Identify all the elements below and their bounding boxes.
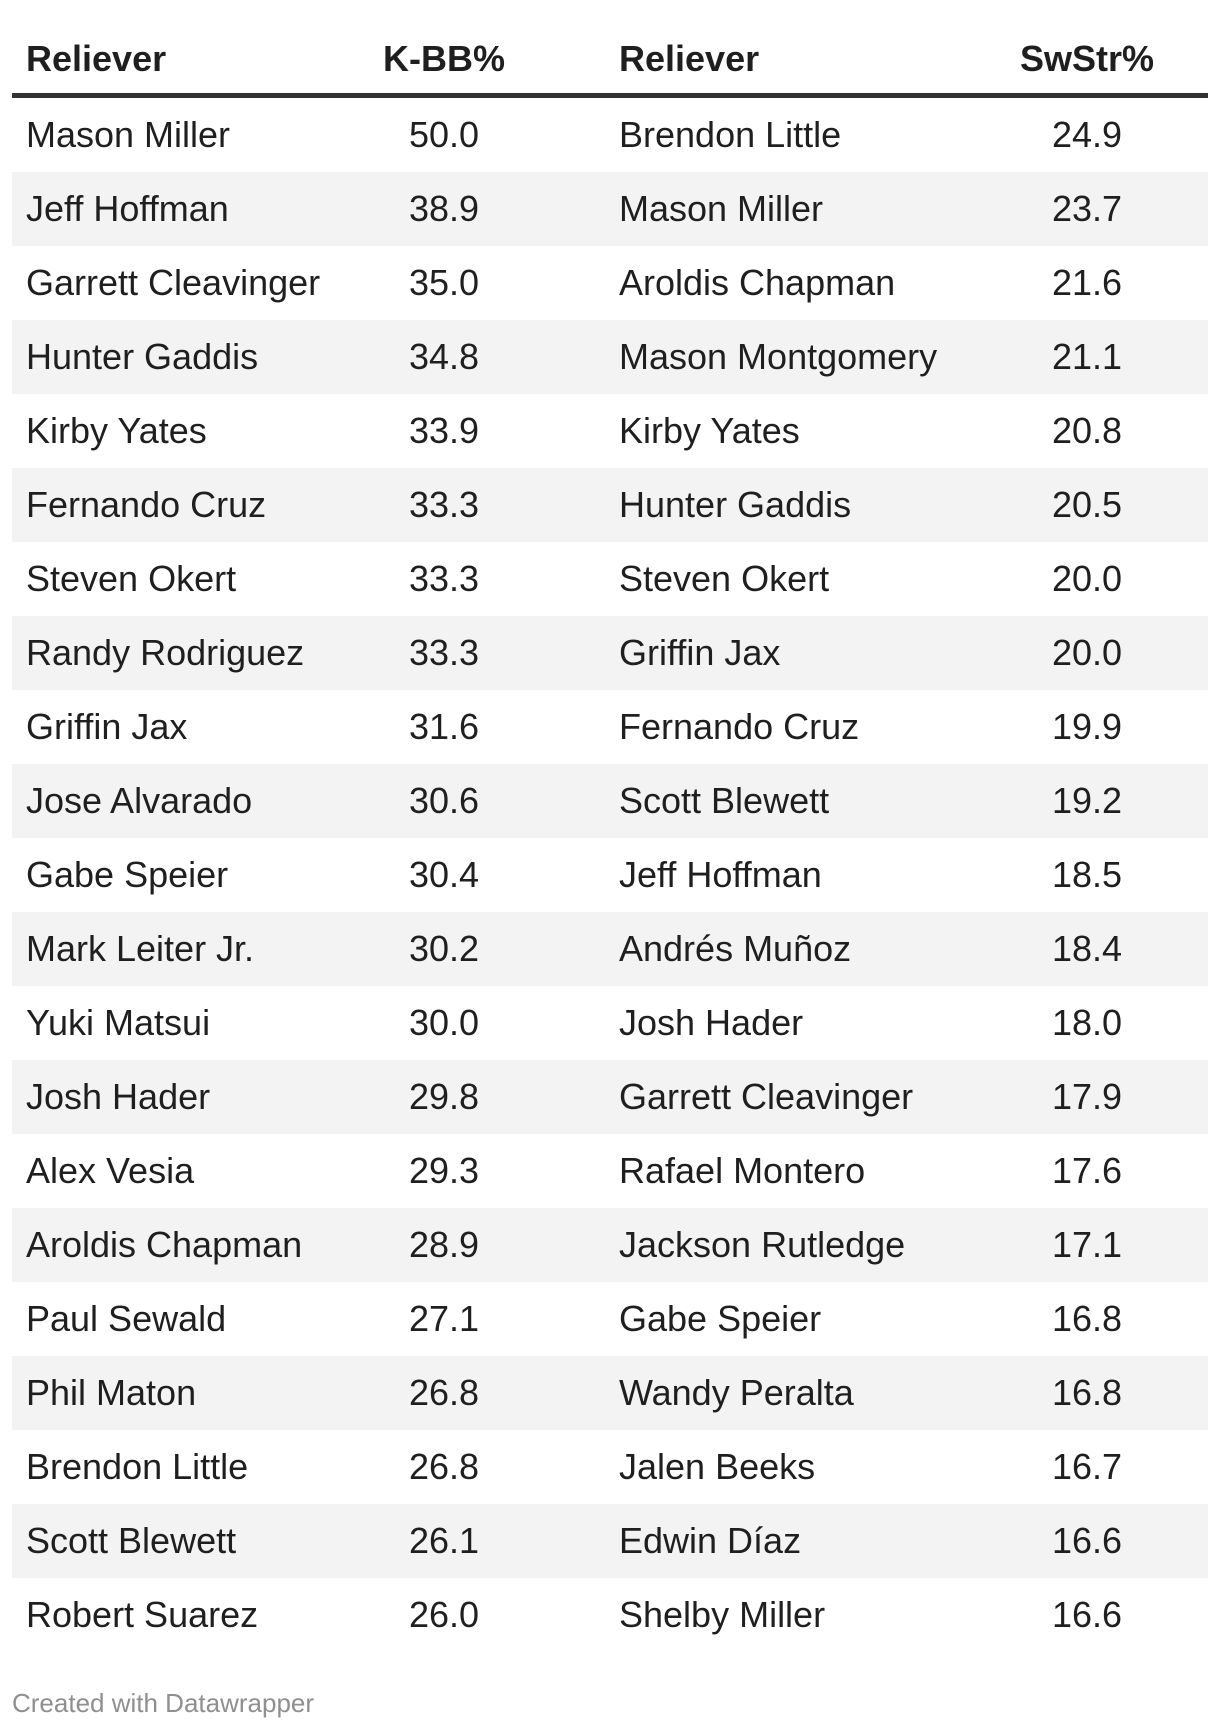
table-row (12, 542, 1208, 616)
reliever-name-cell: Brendon Little (26, 1446, 249, 1488)
kbb-value-cell: 26.8 (408, 1372, 480, 1414)
kbb-value-cell: 33.3 (408, 632, 480, 674)
table-row (12, 1356, 1208, 1430)
reliever-name-cell: Mason Miller (619, 188, 824, 230)
table-row (12, 764, 1208, 838)
swstr-value-cell: 19.9 (1051, 706, 1123, 748)
swstr-value-cell: 17.6 (1051, 1150, 1123, 1192)
reliever-name-cell: Hunter Gaddis (26, 336, 259, 378)
table-row (12, 1208, 1208, 1282)
table-row (12, 1430, 1208, 1504)
reliever-name-cell: Jackson Rutledge (619, 1224, 906, 1266)
reliever-name-cell: Phil Maton (26, 1372, 197, 1414)
reliever-name-cell: Yuki Matsui (26, 1002, 211, 1044)
table-row (12, 320, 1208, 394)
reliever-name-cell: Garrett Cleavinger (619, 1076, 914, 1118)
reliever-name-cell: Garrett Cleavinger (26, 262, 321, 304)
reliever-name-cell: Fernando Cruz (619, 706, 860, 748)
table-row (12, 468, 1208, 542)
swstr-value-cell: 21.1 (1051, 336, 1123, 378)
kbb-value-cell: 50.0 (408, 114, 480, 156)
table-row (12, 246, 1208, 320)
reliever-name-cell: Paul Sewald (26, 1298, 227, 1340)
swstr-value-cell: 20.0 (1051, 632, 1123, 674)
kbb-value-cell: 30.0 (408, 1002, 480, 1044)
kbb-value-cell: 26.8 (408, 1446, 480, 1488)
reliever-name-cell: Wandy Peralta (619, 1372, 854, 1414)
kbb-value-cell: 33.3 (408, 558, 480, 600)
reliever-name-cell: Mason Miller (26, 114, 231, 156)
table-row (12, 98, 1208, 172)
column-header-kbb: K-BB% (383, 37, 505, 79)
table-body (12, 98, 1208, 1652)
reliever-name-cell: Hunter Gaddis (619, 484, 852, 526)
reliever-name-cell: Jose Alvarado (26, 780, 253, 822)
table-header-row (12, 0, 1208, 98)
reliever-name-cell: Alex Vesia (26, 1150, 195, 1192)
reliever-name-cell: Steven Okert (26, 558, 237, 600)
reliever-name-cell: Shelby Miller (619, 1594, 826, 1636)
swstr-value-cell: 16.8 (1051, 1298, 1123, 1340)
kbb-value-cell: 26.1 (408, 1520, 480, 1562)
reliever-name-cell: Jeff Hoffman (619, 854, 822, 896)
kbb-value-cell: 29.3 (408, 1150, 480, 1192)
table-row (12, 986, 1208, 1060)
reliever-name-cell: Scott Blewett (26, 1520, 237, 1562)
kbb-value-cell: 34.8 (408, 336, 480, 378)
reliever-name-cell: Brendon Little (619, 114, 842, 156)
swstr-value-cell: 20.8 (1051, 410, 1123, 452)
column-header-reliever-right: Reliever (619, 37, 760, 79)
kbb-value-cell: 26.0 (408, 1594, 480, 1636)
swstr-value-cell: 16.7 (1051, 1446, 1123, 1488)
table-row (12, 394, 1208, 468)
reliever-name-cell: Robert Suarez (26, 1594, 259, 1636)
reliever-name-cell: Kirby Yates (619, 410, 800, 452)
kbb-value-cell: 33.9 (408, 410, 480, 452)
swstr-value-cell: 24.9 (1051, 114, 1123, 156)
table-row (12, 1578, 1208, 1652)
swstr-value-cell: 17.1 (1051, 1224, 1123, 1266)
reliever-name-cell: Griffin Jax (26, 706, 188, 748)
reliever-name-cell: Aroldis Chapman (26, 1224, 303, 1266)
kbb-value-cell: 28.9 (408, 1224, 480, 1266)
reliever-name-cell: Rafael Montero (619, 1150, 866, 1192)
table-row (12, 1504, 1208, 1578)
reliever-name-cell: Fernando Cruz (26, 484, 267, 526)
reliever-name-cell: Josh Hader (26, 1076, 211, 1118)
kbb-value-cell: 27.1 (408, 1298, 480, 1340)
reliever-name-cell: Gabe Speier (619, 1298, 822, 1340)
swstr-value-cell: 23.7 (1051, 188, 1123, 230)
kbb-value-cell: 31.6 (408, 706, 480, 748)
table-row (12, 690, 1208, 764)
reliever-name-cell: Steven Okert (619, 558, 830, 600)
reliever-name-cell: Andrés Muñoz (619, 928, 852, 970)
reliever-name-cell: Scott Blewett (619, 780, 830, 822)
table-row (12, 838, 1208, 912)
table-row (12, 912, 1208, 986)
kbb-value-cell: 29.8 (408, 1076, 480, 1118)
column-header-reliever-left: Reliever (26, 37, 167, 79)
reliever-name-cell: Griffin Jax (619, 632, 781, 674)
reliever-name-cell: Gabe Speier (26, 854, 229, 896)
table-row (12, 1282, 1208, 1356)
swstr-value-cell: 19.2 (1051, 780, 1123, 822)
swstr-value-cell: 16.6 (1051, 1520, 1123, 1562)
swstr-value-cell: 20.5 (1051, 484, 1123, 526)
reliever-name-cell: Jeff Hoffman (26, 188, 229, 230)
table-row (12, 616, 1208, 690)
table-row (12, 1134, 1208, 1208)
table-row (12, 1060, 1208, 1134)
reliever-name-cell: Aroldis Chapman (619, 262, 896, 304)
swstr-value-cell: 21.6 (1051, 262, 1123, 304)
datawrapper-credit: Created with Datawrapper (12, 1688, 315, 1718)
kbb-value-cell: 30.4 (408, 854, 480, 896)
kbb-value-cell: 33.3 (408, 484, 480, 526)
kbb-value-cell: 35.0 (408, 262, 480, 304)
swstr-value-cell: 18.0 (1051, 1002, 1123, 1044)
column-header-swstr: SwStr% (1019, 37, 1155, 79)
reliever-name-cell: Edwin Díaz (619, 1520, 802, 1562)
swstr-value-cell: 18.5 (1051, 854, 1123, 896)
reliever-name-cell: Randy Rodriguez (26, 632, 305, 674)
swstr-value-cell: 16.8 (1051, 1372, 1123, 1414)
table-row (12, 172, 1208, 246)
reliever-name-cell: Kirby Yates (26, 410, 207, 452)
reliever-name-cell: Mark Leiter Jr. (26, 928, 255, 970)
swstr-value-cell: 17.9 (1051, 1076, 1123, 1118)
swstr-value-cell: 18.4 (1051, 928, 1123, 970)
kbb-value-cell: 30.6 (408, 780, 480, 822)
swstr-value-cell: 16.6 (1051, 1594, 1123, 1636)
reliever-name-cell: Josh Hader (619, 1002, 804, 1044)
kbb-value-cell: 30.2 (408, 928, 480, 970)
reliever-name-cell: Jalen Beeks (619, 1446, 816, 1488)
swstr-value-cell: 20.0 (1051, 558, 1123, 600)
reliever-name-cell: Mason Montgomery (619, 336, 938, 378)
kbb-value-cell: 38.9 (408, 188, 480, 230)
